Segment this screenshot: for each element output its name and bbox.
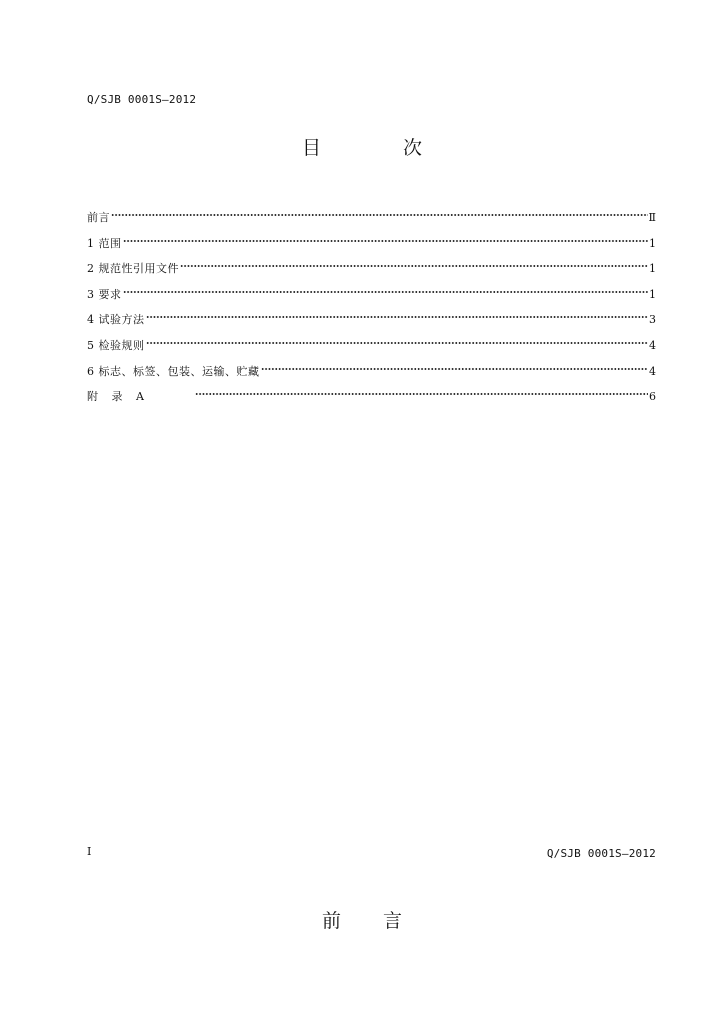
toc-entry-label: 3 要求 (87, 287, 122, 301)
toc-dot-leader (146, 339, 649, 347)
toc-entry-label: 1 范围 (87, 236, 122, 250)
toc-entry-inspection-rules[interactable] (87, 337, 656, 363)
toc-entry-page: 3 (649, 313, 656, 327)
toc-entry-page: Ⅱ (648, 211, 656, 224)
toc-dot-leader (123, 288, 649, 296)
footer-page-number: I (87, 845, 92, 858)
toc-entry-label: 5 检验规则 (87, 338, 145, 352)
document-code-header: Q/SJB 0001S—2012 (87, 93, 197, 106)
toc-dot-leader (111, 211, 648, 219)
toc-entry-label: 2 规范性引用文件 (87, 262, 179, 276)
toc-entry-page: 4 (649, 364, 656, 378)
preface-title: 前 言 (321, 910, 421, 932)
toc-entry-normative-references[interactable] (87, 260, 656, 286)
toc-entry-marking-packaging[interactable] (87, 363, 656, 389)
toc-entry-label: 前言 (87, 211, 110, 224)
toc-entry-requirements[interactable] (87, 286, 656, 312)
document-code-footer: Q/SJB 0001S—2012 (546, 847, 656, 860)
toc-entry-preface[interactable] (87, 209, 656, 235)
toc-dot-leader (146, 313, 649, 321)
toc-entry-scope[interactable] (87, 235, 656, 261)
toc-entry-page: 1 (649, 236, 656, 250)
toc-dot-leader (195, 390, 648, 398)
toc-dot-leader (123, 237, 649, 245)
toc-entry-page: 1 (649, 287, 656, 301)
toc-entry-test-methods[interactable] (87, 311, 656, 337)
toc-entry-page: 4 (649, 338, 656, 352)
table-of-contents (87, 209, 656, 414)
toc-entry-page: 6 (649, 390, 656, 404)
toc-dot-leader (180, 262, 648, 270)
toc-entry-label: 6 标志、标签、包装、运输、贮藏 (87, 364, 260, 378)
toc-title: 目 次 (301, 137, 461, 159)
toc-entry-label: 4 试验方法 (87, 313, 145, 327)
toc-dot-leader (261, 365, 649, 373)
toc-entry-label: 附 录 A (87, 390, 149, 404)
toc-entry-appendix-a[interactable] (87, 388, 656, 414)
toc-entry-page: 1 (649, 262, 656, 276)
